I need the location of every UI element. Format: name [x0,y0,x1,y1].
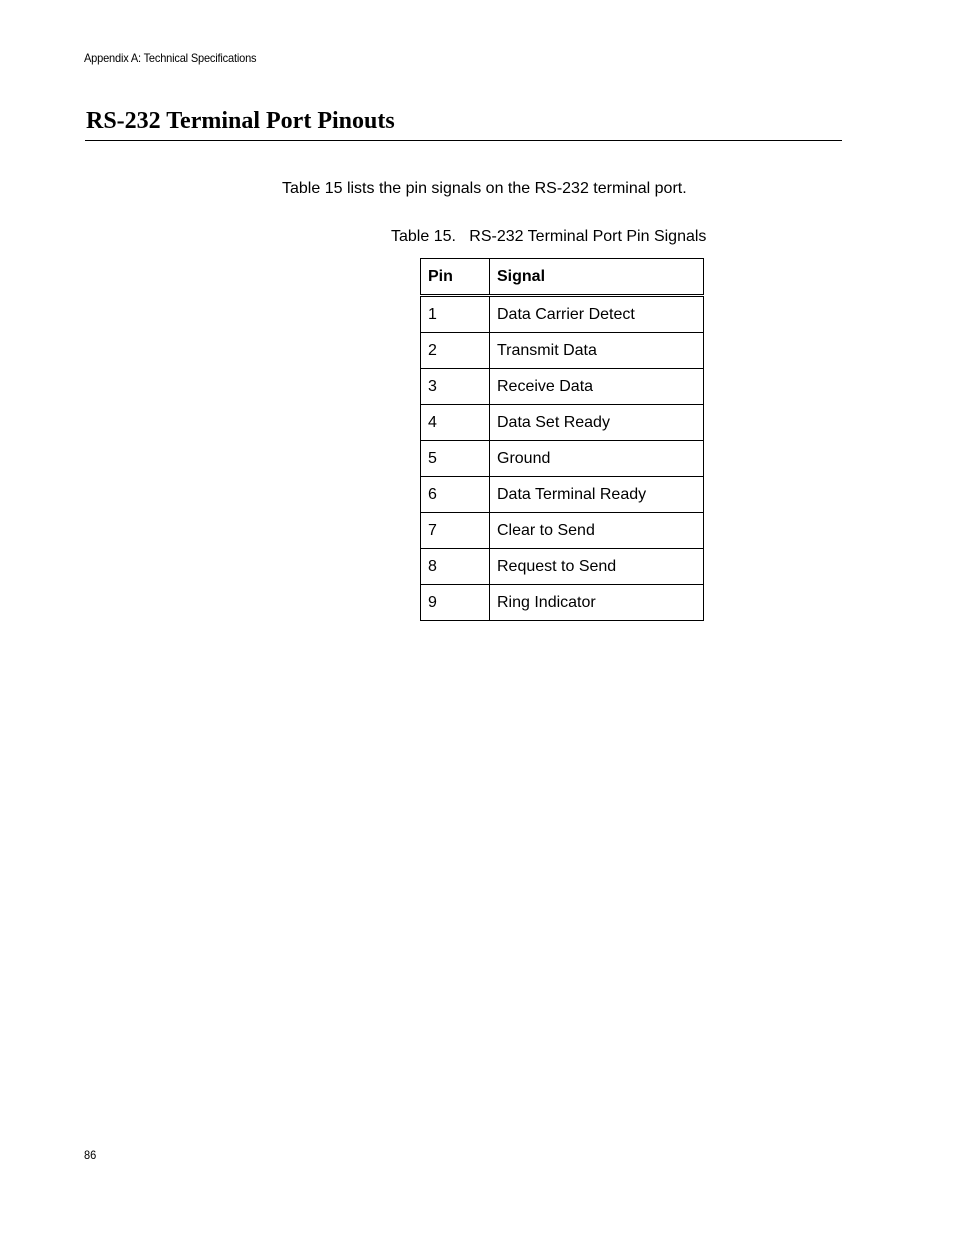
column-header-pin: Pin [421,259,490,296]
signal-cell: Data Terminal Ready [490,477,704,513]
table-row [421,405,704,441]
pin-signal-table [420,258,704,621]
table-row [421,369,704,405]
table-row [421,441,704,477]
table-row [421,549,704,585]
page-number: 86 [84,1148,97,1162]
column-header-signal: Signal [490,259,704,296]
pin-cell: 2 [421,333,490,369]
signal-cell: Receive Data [490,369,704,405]
signal-cell: Request to Send [490,549,704,585]
pin-cell: 9 [421,585,490,621]
pin-cell: 7 [421,513,490,549]
table-row [421,333,704,369]
table-caption: Table 15. RS-232 Terminal Port Pin Signals [391,228,707,245]
signal-cell: Data Set Ready [490,405,704,441]
title-rule [85,140,842,141]
table-row [421,513,704,549]
pin-cell: 5 [421,441,490,477]
table-row [421,477,704,513]
signal-cell: Clear to Send [490,513,704,549]
running-header: Appendix A: Technical Specifications [84,51,257,65]
table-header-row [421,259,704,296]
pin-cell: 1 [421,296,490,333]
pin-cell: 8 [421,549,490,585]
pin-cell: 6 [421,477,490,513]
signal-cell: Data Carrier Detect [490,296,704,333]
signal-cell: Ground [490,441,704,477]
section-title: RS-232 Terminal Port Pinouts [86,108,395,134]
pin-cell: 4 [421,405,490,441]
table-row [421,585,704,621]
table-row [421,296,704,333]
signal-cell: Ring Indicator [490,585,704,621]
signal-cell: Transmit Data [490,333,704,369]
intro-paragraph: Table 15 lists the pin signals on the RS-232 terminal port. [282,180,687,197]
pin-cell: 3 [421,369,490,405]
